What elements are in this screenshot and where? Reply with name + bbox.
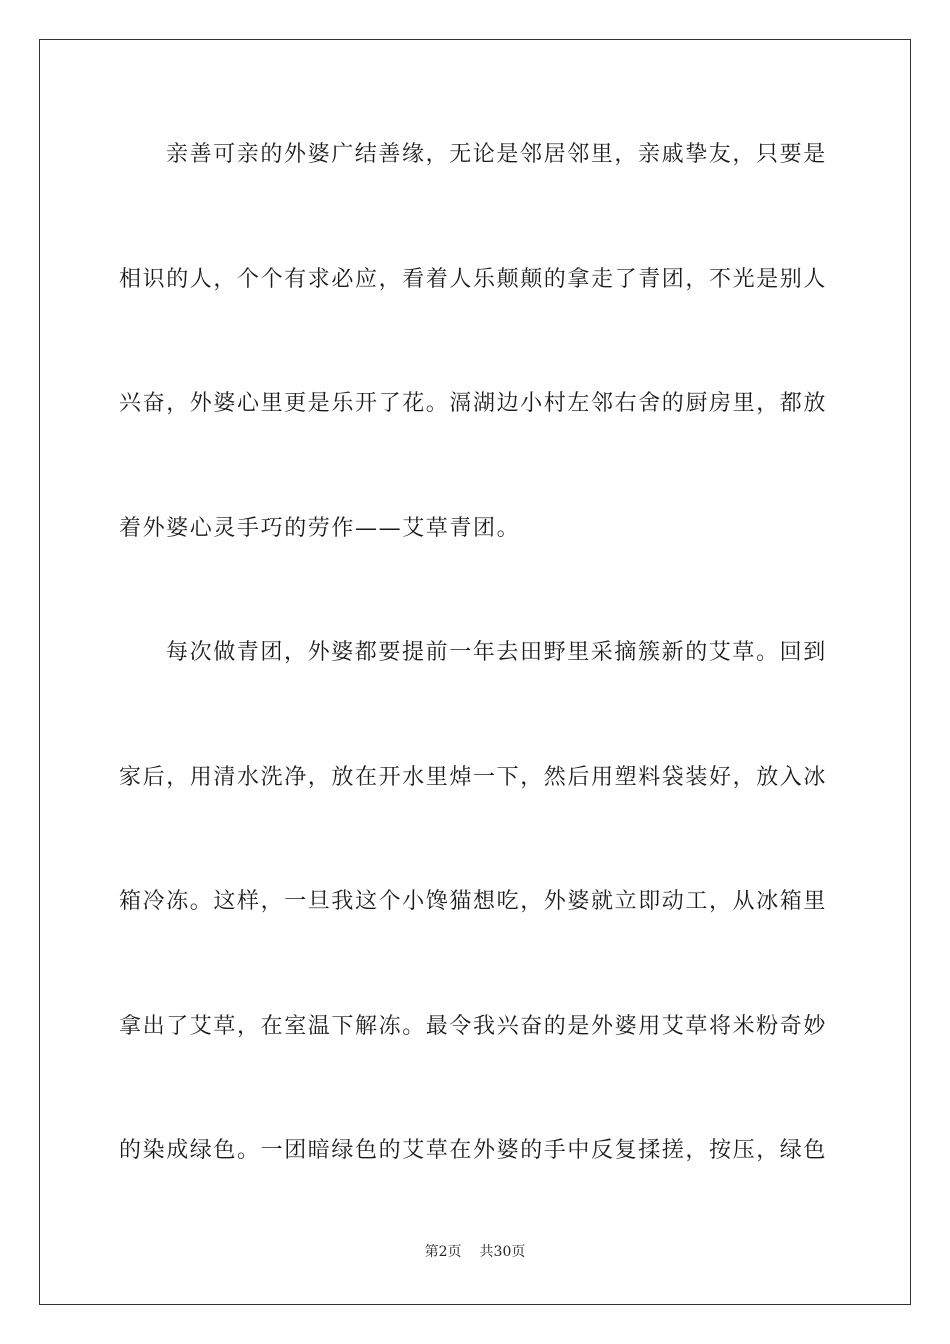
text-line: 拿出了艾草，在室温下解冻。最令我兴奋的是外婆用艾草将米粉奇妙 [119,1013,828,1039]
document-page [39,39,911,1305]
text-line: 每次做青团，外婆都要提前一年去田野里采摘簇新的艾草。回到 [166,640,827,665]
page-total: 共30页 [479,1244,526,1260]
document-body [119,133,834,1254]
text-line: 家后，用清水洗净，放在开水里焯一下，然后用塑料袋装好，放入冰 [119,764,828,790]
text-line: 兴奋，外婆心里更是乐开了花。滆湖边小村左邻右舍的厨房里，都放 [119,391,828,416]
text-line: 亲善可亲的外婆广结善缘，无论是邻居邻里，亲戚挚友，只要是 [166,142,827,167]
page-number: 第2页 [424,1244,462,1260]
text-line: 的染成绿色。一团暗绿色的艾草在外婆的手中反复揉搓，按压，绿色 [119,1138,828,1163]
page-footer [40,1241,910,1261]
text-line: 着外婆心灵手巧的劳作——艾草青团。 [119,515,521,541]
text-line: 相识的人，个个有求必应，看着人乐颠颠的拿走了青团，不光是别人 [119,266,828,292]
text-line: 箱冷冻。这样，一旦我这个小馋猫想吃，外婆就立即动工，从冰箱里 [119,889,828,914]
